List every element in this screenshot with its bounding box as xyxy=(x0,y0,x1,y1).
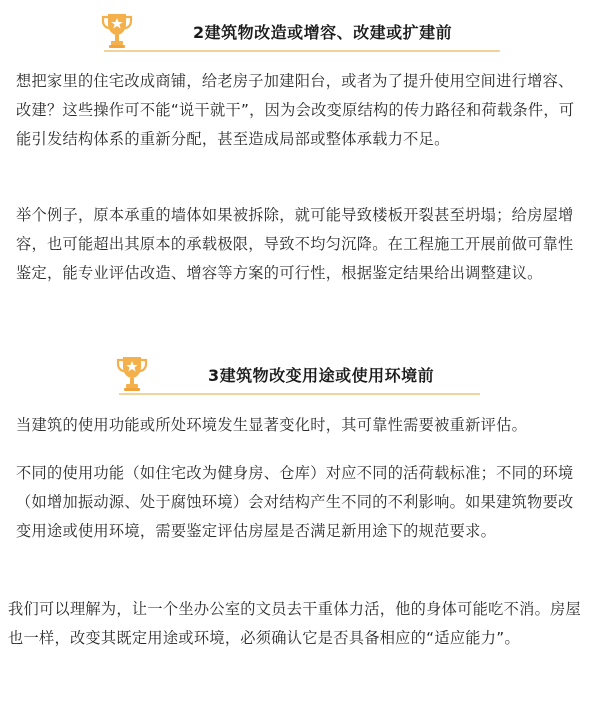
section-2-paragraph-1: 想把家里的住宅改成商铺，给老房子加建阳台，或者为了提升使用空间进行增容、改建？这些操作可不能“说干就干”，因为会改变原结构的传力路径和荷载条件，可能引发结构体系的重新分配，甚至造成局部或整体承载力不足。 xyxy=(16,72,575,148)
section-3-paragraph-1: 当建筑的使用功能或所处环境发生显著变化时，其可靠性需要被重新评估。 xyxy=(16,416,528,434)
trophy-icon xyxy=(115,353,149,395)
section-3-title: 3建筑物改变用途或使用环境前 xyxy=(208,366,435,385)
section-3-underline xyxy=(119,393,480,395)
section-2-title: 2建筑物改造或增容、改建或扩建前 xyxy=(193,23,453,42)
section-2-paragraph-2: 举个例子，原本承重的墙体如果被拆除，就可能导致楼板开裂甚至坍塌；给房屋增容，也可能超出其原本的承载极限，导致不均匀沉降。在工程施工开展前做可靠性鉴定，能专业评估改造、增容等方案的可行性，根据鉴定结果给出调整建议。 xyxy=(16,206,574,282)
section-2-underline xyxy=(104,50,500,52)
section-3-paragraph-3: 我们可以理解为，让一个坐办公室的文员去干重体力活，他的身体可能吃不消。房屋也一样，改变其既定用途或环境，必须确认它是否具备相应的“适应能力”。 xyxy=(8,600,582,647)
trophy-icon xyxy=(100,10,134,52)
section-3-heading xyxy=(115,353,480,401)
section-2-heading xyxy=(100,10,500,58)
section-3-paragraph-2: 不同的使用功能（如住宅改为健身房、仓库）对应不同的活荷载标准；不同的环境（如增加振动源、处于腐蚀环境）会对结构产生不同的不利影响。如果建筑物要改变用途或使用环境，需要鉴定评估房屋是否满足新用途下的规范要求。 xyxy=(16,464,574,540)
